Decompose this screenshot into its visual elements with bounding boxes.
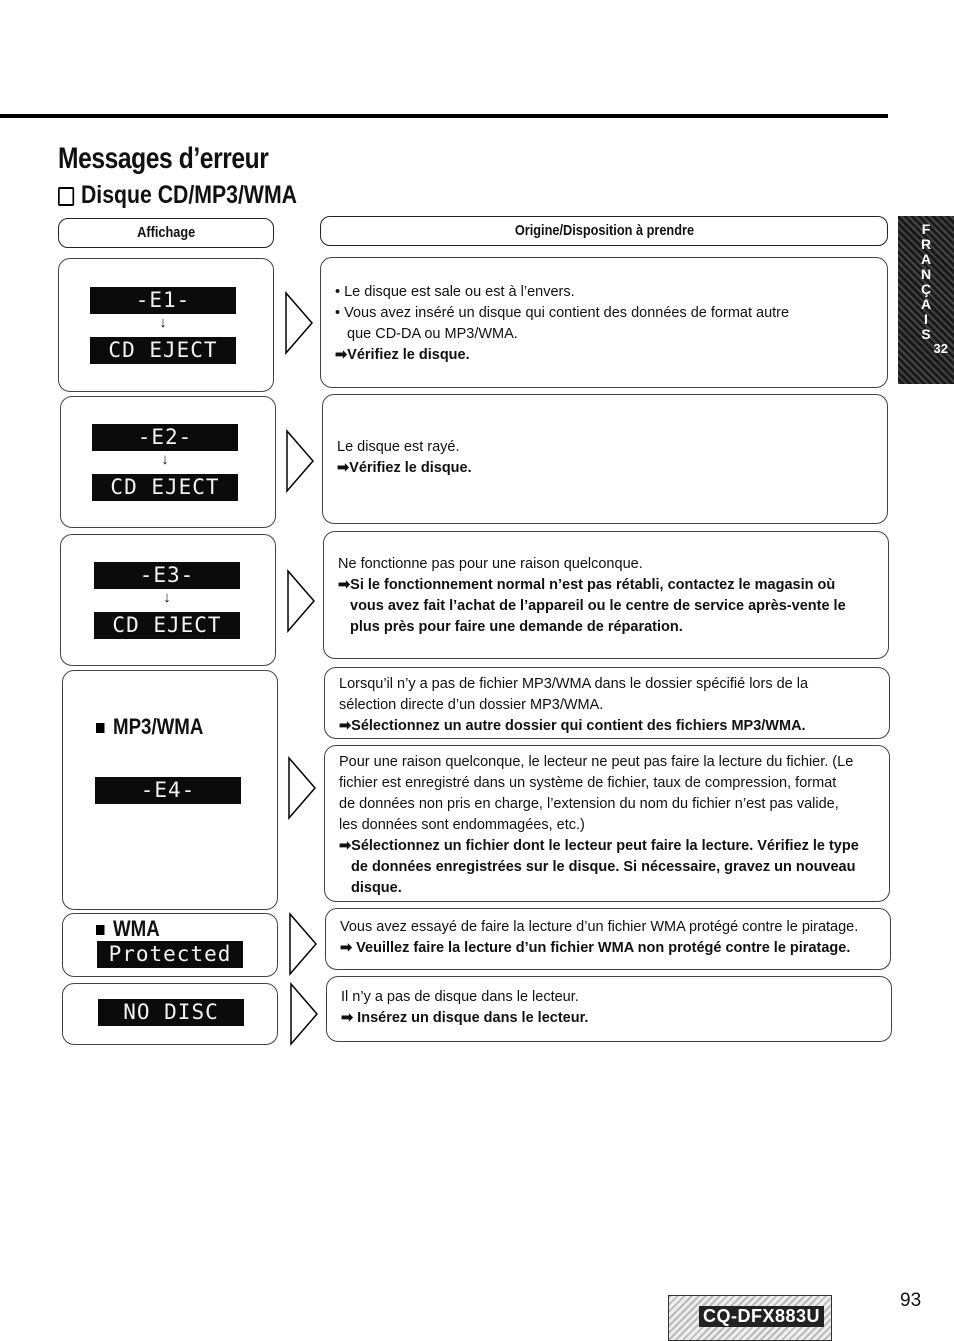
lang-letter: I <box>924 311 928 327</box>
text-line: Vous avez essayé de faire la lecture d’un fichier WMA protégé contre le piratage. <box>340 919 859 935</box>
lcd-eject-e3: CD EJECT <box>94 612 240 639</box>
action-line: plus près pour faire une demande de réparation. <box>350 619 683 635</box>
action-line: ➡Sélectionnez un fichier dont le lecteur peut faire la lecture. Vérifiez le type <box>339 838 859 854</box>
explanation-box-e1 <box>320 257 888 388</box>
action-line: disque. <box>351 880 402 896</box>
action-line: ➡Sélectionnez un autre dossier qui contient des fichiers MP3/WMA. <box>339 718 806 734</box>
lang-letter: Ç <box>920 281 932 297</box>
subsection-wma: WMA <box>96 916 160 942</box>
right-triangle-icon <box>289 982 319 1046</box>
explanation-box-wma <box>325 908 891 970</box>
page-title: Messages d’erreur <box>58 142 269 175</box>
text-line: Le disque est rayé. <box>337 439 460 455</box>
header-rule <box>0 114 888 118</box>
action-line: ➡ Veuillez faire la lecture d’un fichier WMA non protégé contre le piratage. <box>340 940 851 956</box>
down-arrow-icon: ↓ <box>159 314 167 331</box>
explanation-box-nodisc <box>326 976 892 1042</box>
text-line: que CD-DA ou MP3/WMA. <box>347 326 518 342</box>
text-line: de données non pris en charge, l’extension du nom du fichier n’est pas valide, <box>339 796 839 812</box>
text-line: fichier est enregistré dans un système de fichier, taux de compression, format <box>339 775 837 791</box>
right-triangle-icon <box>284 291 314 355</box>
lcd-code-e1: -E1- <box>90 287 236 314</box>
bullet-square-icon <box>96 723 105 733</box>
model-name: CQ-DFX883U <box>699 1306 824 1327</box>
right-triangle-icon <box>286 569 316 633</box>
text-line: Il n’y a pas de disque dans le lecteur. <box>341 989 579 1005</box>
checkbox-square-icon <box>58 187 74 206</box>
explanation-box-e2 <box>322 394 888 524</box>
lang-letter: N <box>920 266 932 282</box>
subsection-mp3wma: MP3/WMA <box>96 714 203 740</box>
text-line: les données sont endommagées, etc.) <box>339 817 585 833</box>
action-line: vous avez fait l’achat de l’appareil ou le centre de service après-vente le <box>350 598 846 614</box>
lcd-protected: Protected <box>97 941 243 968</box>
text-line: Pour une raison quelconque, le lecteur ne peut pas faire la lecture du fichier. (Le <box>339 754 854 770</box>
model-badge <box>668 1295 832 1341</box>
page-number: 93 <box>900 1290 922 1311</box>
lcd-code-e4: -E4- <box>95 777 241 804</box>
text-line: Ne fonctionne pas pour une raison quelconque. <box>338 556 643 572</box>
section-title <box>58 181 297 210</box>
lcd-code-e2: -E2- <box>92 424 238 451</box>
column-header-cause: Origine/Disposition à prendre <box>320 216 888 246</box>
lang-letter: S <box>921 326 931 342</box>
down-arrow-icon: ↓ <box>163 589 171 606</box>
language-tab <box>898 216 954 384</box>
section-title-text: Disque CD/MP3/WMA <box>80 181 298 209</box>
text-line: • Vous avez inséré un disque qui contient des données de format autre <box>335 305 790 321</box>
lcd-eject-e1: CD EJECT <box>90 337 236 364</box>
action-line: ➡Si le fonctionnement normal n’est pas rétabli, contactez le magasin où <box>338 577 836 593</box>
explanation-box-e4-folder <box>324 667 890 739</box>
lang-letter: A <box>920 296 932 312</box>
action-line: de données enregistrées sur le disque. Si nécessaire, gravez un nouveau <box>351 859 856 875</box>
explanation-box-e3 <box>323 531 889 659</box>
explanation-box-e4-file <box>324 745 890 902</box>
right-triangle-icon <box>285 429 315 493</box>
lang-letter: A <box>920 251 932 267</box>
action-line: ➡Vérifiez le disque. <box>337 460 472 476</box>
lang-letter: F <box>921 221 931 237</box>
text-line: • Le disque est sale ou est à l’envers. <box>335 284 575 300</box>
lcd-no-disc: NO DISC <box>98 999 244 1026</box>
lcd-eject-e2: CD EJECT <box>92 474 238 501</box>
text-line: sélection directe d’un dossier MP3/WMA. <box>339 697 604 713</box>
lang-letter: R <box>920 236 932 252</box>
column-header-display: Affichage <box>58 218 274 248</box>
bullet-square-icon <box>96 925 105 935</box>
text-line: Lorsqu’il n’y a pas de fichier MP3/WMA dans le dossier spécifié lors de la <box>339 676 809 692</box>
right-triangle-icon <box>288 912 318 976</box>
lcd-code-e3: -E3- <box>94 562 240 589</box>
down-arrow-icon: ↓ <box>161 451 169 468</box>
right-triangle-icon <box>287 756 317 820</box>
action-line: ➡Vérifiez le disque. <box>335 347 470 363</box>
action-line: ➡ Insérez un disque dans le lecteur. <box>341 1010 589 1026</box>
lang-page-marker: 32 <box>933 341 948 356</box>
